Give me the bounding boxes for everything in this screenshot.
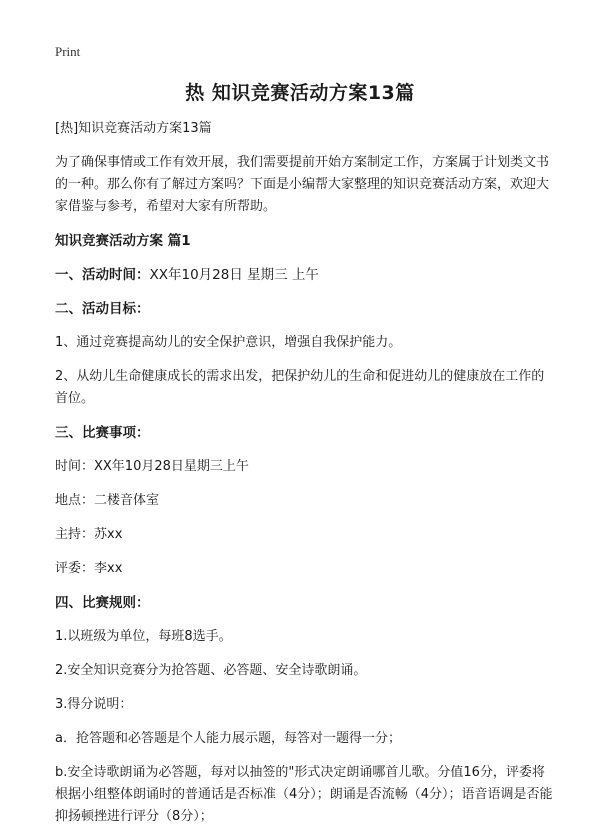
matters-place: 地点：二楼音体室 <box>55 493 160 508</box>
matters-judge: 评委：李xx <box>55 561 123 576</box>
matters-heading: 三、比赛事项： <box>55 425 150 441</box>
intro-paragraph: 为了确保事情或工作有效开展，我们需要提前开始方案制定工作，方案属于计划类文书的一种。那么你有了解过方案吗？下面是小编帮大家整理的知识竞赛活动方案，欢迎大家借鉴与参考，希望对大家有所帮助。 <box>55 155 550 214</box>
rule-item-3: 3.得分说明： <box>55 697 133 712</box>
page-title: 热 知识竞赛活动方案13篇 <box>185 82 415 104</box>
rule-item-a: a．抢答题和必答题是个人能力展示题，每答对一题得一分； <box>55 731 401 746</box>
matters-time: 时间：XX年10月28日星期三上午 <box>55 459 249 474</box>
activity-time-line <box>55 264 555 286</box>
matters-host: 主持：苏xx <box>55 527 123 542</box>
goals-heading: 二、活动目标： <box>55 301 150 317</box>
rule-item-1: 1.以班级为单位，每班8选手。 <box>55 629 232 644</box>
goal-item-1: 1、通过竞赛提高幼儿的安全保护意识，增强自我保护能力。 <box>55 335 402 350</box>
rule-item-b: b.安全诗歌朗诵为必答题，每对以抽签的"形式决定朗诵哪首儿歌。分值16分，评委将根据小组整体朗诵时的普通话是否标准（4分）；朗诵是否流畅（4分）；语音语调是否能抑扬顿挫进行评分（8分）； <box>55 765 553 824</box>
subtitle: [热]知识竞赛活动方案13篇 <box>55 121 212 136</box>
section-title: 知识竞赛活动方案 篇1 <box>55 233 191 249</box>
goal-item-2: 2、从幼儿生命健康成长的需求出发，把保护幼儿的生命和促进幼儿的健康放在工作的首位。 <box>55 369 545 406</box>
activity-time-value: XX年10月28日 星期三 上午 <box>149 267 319 283</box>
document-body <box>55 118 555 840</box>
rule-item-2: 2.安全知识竞赛分为抢答题、必答题、安全诗歌朗诵。 <box>55 663 367 678</box>
print-link[interactable]: Print <box>55 44 81 59</box>
rules-heading: 四、比赛规则： <box>55 595 150 611</box>
activity-time-label: 一、活动时间： <box>55 267 150 283</box>
